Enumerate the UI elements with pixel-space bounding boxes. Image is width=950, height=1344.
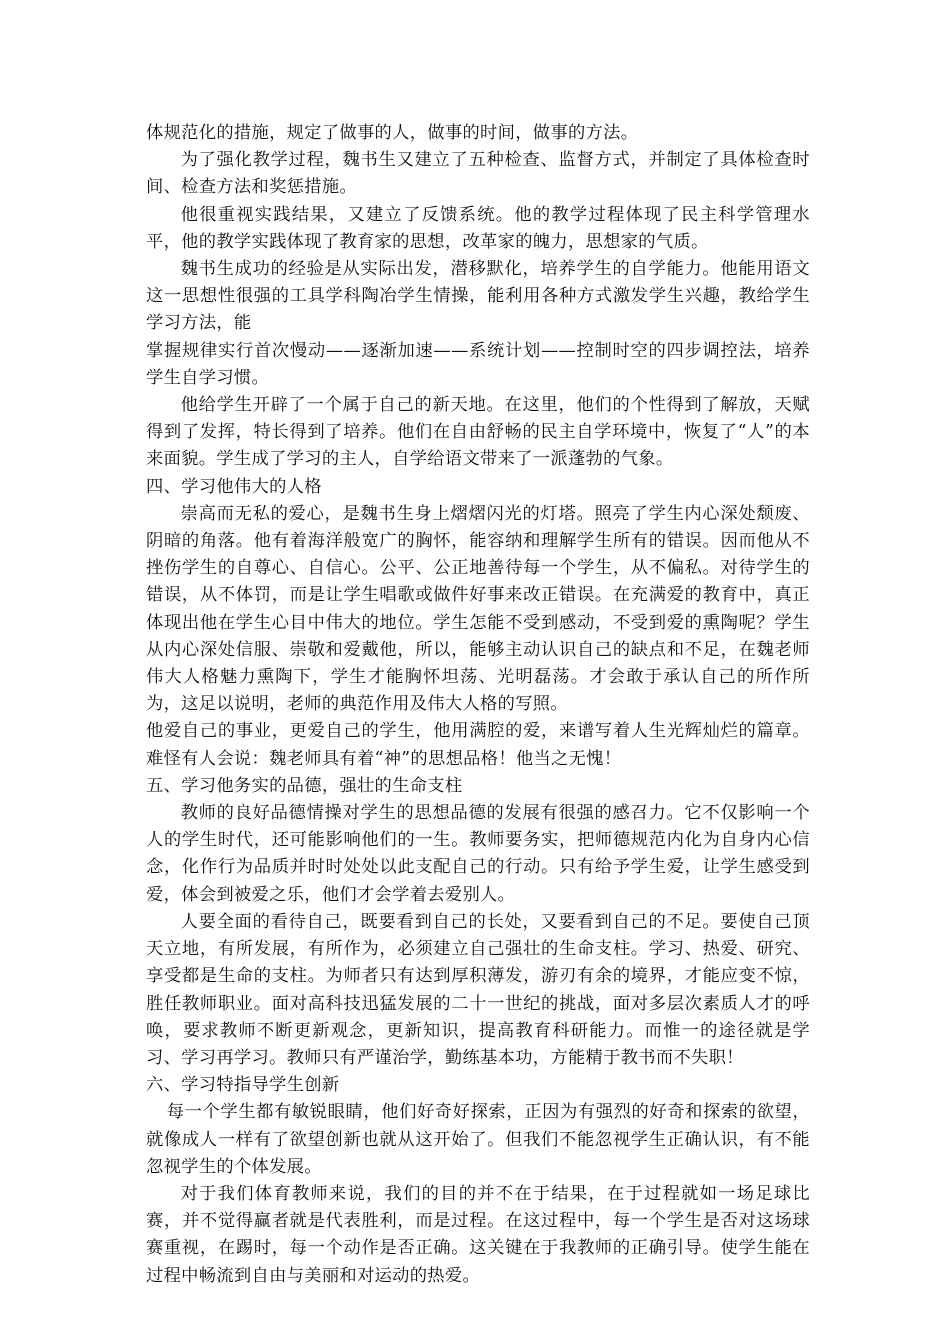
paragraph-11: 人要全面的看待自己，既要看到自己的长处，又要看到自己的不足。要使自己顶天立地，有所发展，有所作为，必须建立自己强壮的生命支柱。学习、热爱、研究、享受都是生命的支柱。为师者只有达到厚积薄发，游刃有余的境界，才能应变不惊，胜任教师职业。面对高科技迅猛发展的二十一世纪的挑战，面对多层次素质人才的呼唤，要求教师不断更新观念，更新知识，提高教育科研能力。而惟一的途径就是学习、学习再学习。教师只有严谨治学，勤练基本功，方能精于教书而不失职！ [146, 911, 810, 1068]
section-heading-6: 六、学习特指导学生创新 [146, 1075, 340, 1096]
section-heading-4: 四、学习他伟大的人格 [146, 476, 322, 497]
paragraph-2: 他很重视实践结果，又建立了反馈系统。他的教学过程体现了民主科学管理水平，他的教学实践体现了教育家的思想，改革家的魄力，思想家的气质。 [146, 204, 810, 252]
paragraph-7: 崇高而无私的爱心，是魏书生身上熠熠闪光的灯塔。照亮了学生内心深处颓废、阴暗的角落。他有着海洋般宽广的胸怀，能容纳和理解学生所有的错误。因而他从不挫伤学生的自尊心、自信心。公平、公正地善待每一个学生，从不偏私。对待学生的错误，从不体罚，而是让学生唱歌或做件好事来改正错误。在充满爱的教育中，真正体现出他在学生心目中伟大的地位。学生怎能不受到感动，不受到爱的熏陶呢？学生从内心深处信服、崇敬和爱戴他，所以，能够主动认识自己的缺点和不足，在魏老师伟大人格魅力熏陶下，学生才能胸怀坦荡、光明磊荡。才会敢于承认自己的所作所为，这足以说明，老师的典范作用及伟大人格的写照。 [146, 503, 810, 715]
paragraph-4: 掌握规律实行首次慢动——逐渐加速——系统计划——控制时空的四步调控法，培养学生自学习惯。 [146, 340, 810, 388]
paragraph-1: 为了强化教学过程，魏书生又建立了五种检查、监督方式，并制定了具体检查时间、检查方法和奖惩措施。 [146, 150, 810, 198]
section-heading-5: 五、学习他务实的品德，强壮的生命支柱 [146, 775, 463, 796]
paragraph-5: 他给学生开辟了一个属于自己的新天地。在这里，他们的个性得到了解放，天赋得到了发挥，特长得到了培养。他们在自由舒畅的民主自学环境中，恢复了“人”的本来面貌。学生成了学习的主人，自学给语文带来了一派蓬勃的气象。 [146, 395, 810, 470]
paragraph-13: 每一个学生都有敏锐眼睛，他们好奇好探索，正因为有强烈的好奇和探索的欲望，就像成人一样有了欲望创新也就从这开始了。但我们不能忽视学生正确认识，有不能忽视学生的个体发展。 [146, 1102, 810, 1177]
document-body [146, 120, 810, 1290]
paragraph-8: 他爱自己的事业，更爱自己的学生，他用满腔的爱，来谱写着人生光辉灿烂的篇章。难怪有人会说：魏老师具有着“神”的思想品格！他当之无愧！ [146, 721, 810, 769]
paragraph-14: 对于我们体育教师来说，我们的目的并不在于结果，在于过程就如一场足球比赛，并不觉得赢者就是代表胜利，而是过程。在这过程中，每一个学生是否对这场球赛重视，在踢时，每一个动作是否正确。这关键在于我教师的正确引导。使学生能在过程中畅流到自由与美丽和对运动的热爱。 [146, 1183, 810, 1286]
paragraph-3: 魏书生成功的经验是从实际出发，潜移默化，培养学生的自学能力。他能用语文这一思想性很强的工具学科陶冶学生情操，能利用各种方式激发学生兴趣，教给学生学习方法，能 [146, 259, 810, 334]
paragraph-0: 体规范化的措施，规定了做事的人，做事的时间，做事的方法。 [146, 123, 639, 143]
paragraph-10: 教师的良好品德情操对学生的思想品德的发展有很强的感召力。它不仅影响一个人的学生时代，还可能影响他们的一生。教师要务实，把师德规范内化为自身内心信念，化作行为品质并时时处处以此支配自己的行动。只有给予学生爱，让学生感受到爱，体会到被爱之乐，他们才会学着去爱别人。 [146, 803, 810, 905]
